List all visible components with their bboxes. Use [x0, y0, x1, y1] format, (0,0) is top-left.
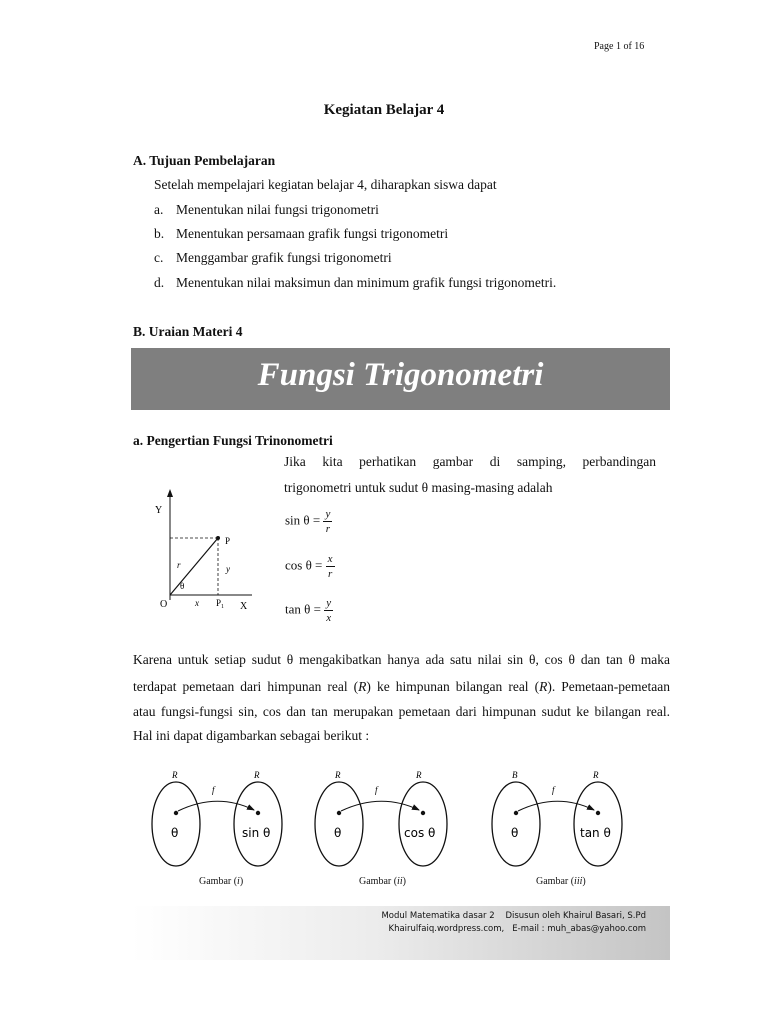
domain-ellipse: [492, 782, 540, 866]
fraction-denominator: r: [325, 523, 331, 535]
caption-gambar-i: [199, 876, 243, 887]
objective-item: [154, 202, 379, 218]
origin-label: O: [160, 599, 168, 610]
paragraph-line-2: terdapat pemetaan dari himpunan real (R) ke himpunan bilangan real (R). Pemetaan-pemetaan: [133, 679, 670, 694]
r-label: r: [177, 560, 181, 570]
caption-suffix: ): [239, 876, 244, 887]
formula-lhs: cos θ =: [285, 557, 323, 573]
left-set-label: R: [335, 770, 341, 780]
footer-contact: Khairulfaiq.wordpress.com, E-mail : muh_abas@yahoo.com: [388, 924, 646, 934]
caption-gambar-ii: [359, 876, 406, 887]
domain-point: [514, 811, 518, 815]
formula-fraction: [324, 596, 333, 625]
p1-label-main: P: [216, 598, 222, 608]
subsection-heading: a. Pengertian Fungsi Trinonometri: [133, 433, 333, 448]
intro-line-1: Jika kita perhatikan gambar di samping, perbandingan: [284, 454, 656, 469]
point-p: [216, 536, 220, 540]
codomain-point: [256, 811, 260, 815]
section-b-heading: B. Uraian Materi 4: [133, 324, 243, 339]
domain-value: θ: [171, 826, 179, 840]
topic-banner: [131, 348, 670, 410]
caption-prefix: Gambar (: [199, 876, 238, 887]
objective-text: Menentukan nilai maksimun dan minimum grafik fungsi trigonometri.: [176, 275, 557, 290]
fraction-numerator: y: [326, 597, 332, 609]
mapping-sin: [152, 770, 282, 866]
codomain-point: [421, 811, 425, 815]
right-set-label: R: [593, 770, 599, 780]
y-label: y: [226, 564, 230, 574]
objective-letter: b.: [154, 226, 165, 241]
objective-text: Menentukan nilai fungsi trigonometri: [176, 202, 379, 217]
page-title: Kegiatan Belajar 4: [323, 102, 445, 118]
caption-number: iii: [574, 876, 583, 887]
codomain-ellipse: [574, 782, 622, 866]
formula-lhs: sin θ =: [285, 512, 321, 528]
codomain-value: cos θ: [404, 826, 436, 840]
objective-letter: d.: [154, 275, 165, 290]
domain-point: [174, 811, 178, 815]
mapping-tan: [492, 770, 622, 866]
theta-label: θ: [180, 581, 185, 591]
y-axis-arrow: [167, 489, 173, 497]
intro-line-2: trigonometri untuk sudut θ masing-masing adalah: [284, 480, 553, 495]
caption-gambar-iii: [536, 876, 586, 887]
mapping-cos: [315, 770, 447, 866]
codomain-value: sin θ: [242, 826, 271, 840]
caption-suffix: ): [582, 876, 586, 887]
domain-ellipse: [152, 782, 200, 866]
formula-lhs: tan θ =: [285, 601, 321, 617]
paragraph-line-3: atau fungsi-fungsi sin, cos dan tan merupakan pemetaan dari himpunan sudut ke bilangan real.: [133, 704, 670, 719]
mapping-arrow: [518, 801, 594, 811]
right-set-label: R: [254, 770, 260, 780]
objective-text: Menentukan persamaan grafik fungsi trigonometri: [176, 226, 449, 241]
objective-letter: c.: [154, 250, 164, 265]
objective-item: [154, 226, 448, 242]
objective-item: [154, 275, 556, 291]
formula-fraction: [326, 552, 335, 581]
caption-suffix: ): [402, 876, 406, 887]
fraction-numerator: y: [325, 508, 331, 520]
left-set-label: B: [512, 770, 518, 780]
x-label: x: [195, 598, 199, 608]
arrow-label: f: [212, 785, 215, 795]
objective-item: [154, 250, 392, 266]
domain-value: θ: [511, 826, 519, 840]
codomain-ellipse: [234, 782, 282, 866]
arrow-label: f: [552, 785, 555, 795]
p1-label-sub: 1: [221, 604, 225, 610]
right-set-label: R: [416, 770, 422, 780]
mapping-diagrams: [140, 762, 670, 892]
codomain-value: tan θ: [580, 826, 611, 840]
mapping-arrow: [341, 801, 419, 811]
footer-module-credit: Modul Matematika dasar 2 Disusun oleh Khairul Basari, S.Pd: [381, 911, 646, 921]
y-axis-label: Y: [155, 505, 163, 516]
p1-label: [216, 598, 224, 610]
mapping-arrow: [178, 801, 254, 811]
objective-letter: a.: [154, 202, 164, 217]
banner-title: Fungsi Trigonometri: [257, 357, 544, 393]
objective-text: Menggambar grafik fungsi trigonometri: [176, 250, 392, 265]
formula-fraction: [323, 507, 332, 536]
paragraph-line-1: Karena untuk setiap sudut θ mengakibatkan hanya ada satu nilai sin θ, cos θ dan tan θ maka: [133, 652, 670, 667]
x-axis-label: X: [240, 601, 248, 612]
formula-cos: [285, 552, 335, 581]
caption-number: i: [237, 876, 240, 887]
section-a-heading: A. Tujuan Pembelajaran: [133, 153, 276, 168]
arrow-label: f: [375, 785, 378, 795]
left-set-label: R: [172, 770, 178, 780]
section-a-intro: Setelah mempelajari kegiatan belajar 4, diharapkan siswa dapat: [154, 177, 497, 192]
unit-triangle-diagram: [140, 485, 270, 615]
codomain-ellipse: [399, 782, 447, 866]
caption-prefix: Gambar (: [359, 876, 398, 887]
fraction-denominator: r: [327, 568, 333, 580]
domain-value: θ: [334, 826, 342, 840]
fraction-denominator: x: [326, 612, 332, 624]
codomain-point: [596, 811, 600, 815]
point-p-label: P: [225, 536, 231, 546]
caption-prefix: Gambar (: [536, 876, 575, 887]
formula-sin: [285, 507, 332, 536]
paragraph-line-4: Hal ini dapat digambarkan sebagai berikut :: [133, 728, 370, 743]
page-number: Page 1 of 16: [594, 41, 645, 52]
caption-number: ii: [397, 876, 403, 887]
page-footer: [132, 906, 670, 960]
domain-point: [337, 811, 341, 815]
domain-ellipse: [315, 782, 363, 866]
formula-tan: [285, 596, 333, 625]
fraction-numerator: x: [327, 553, 333, 565]
